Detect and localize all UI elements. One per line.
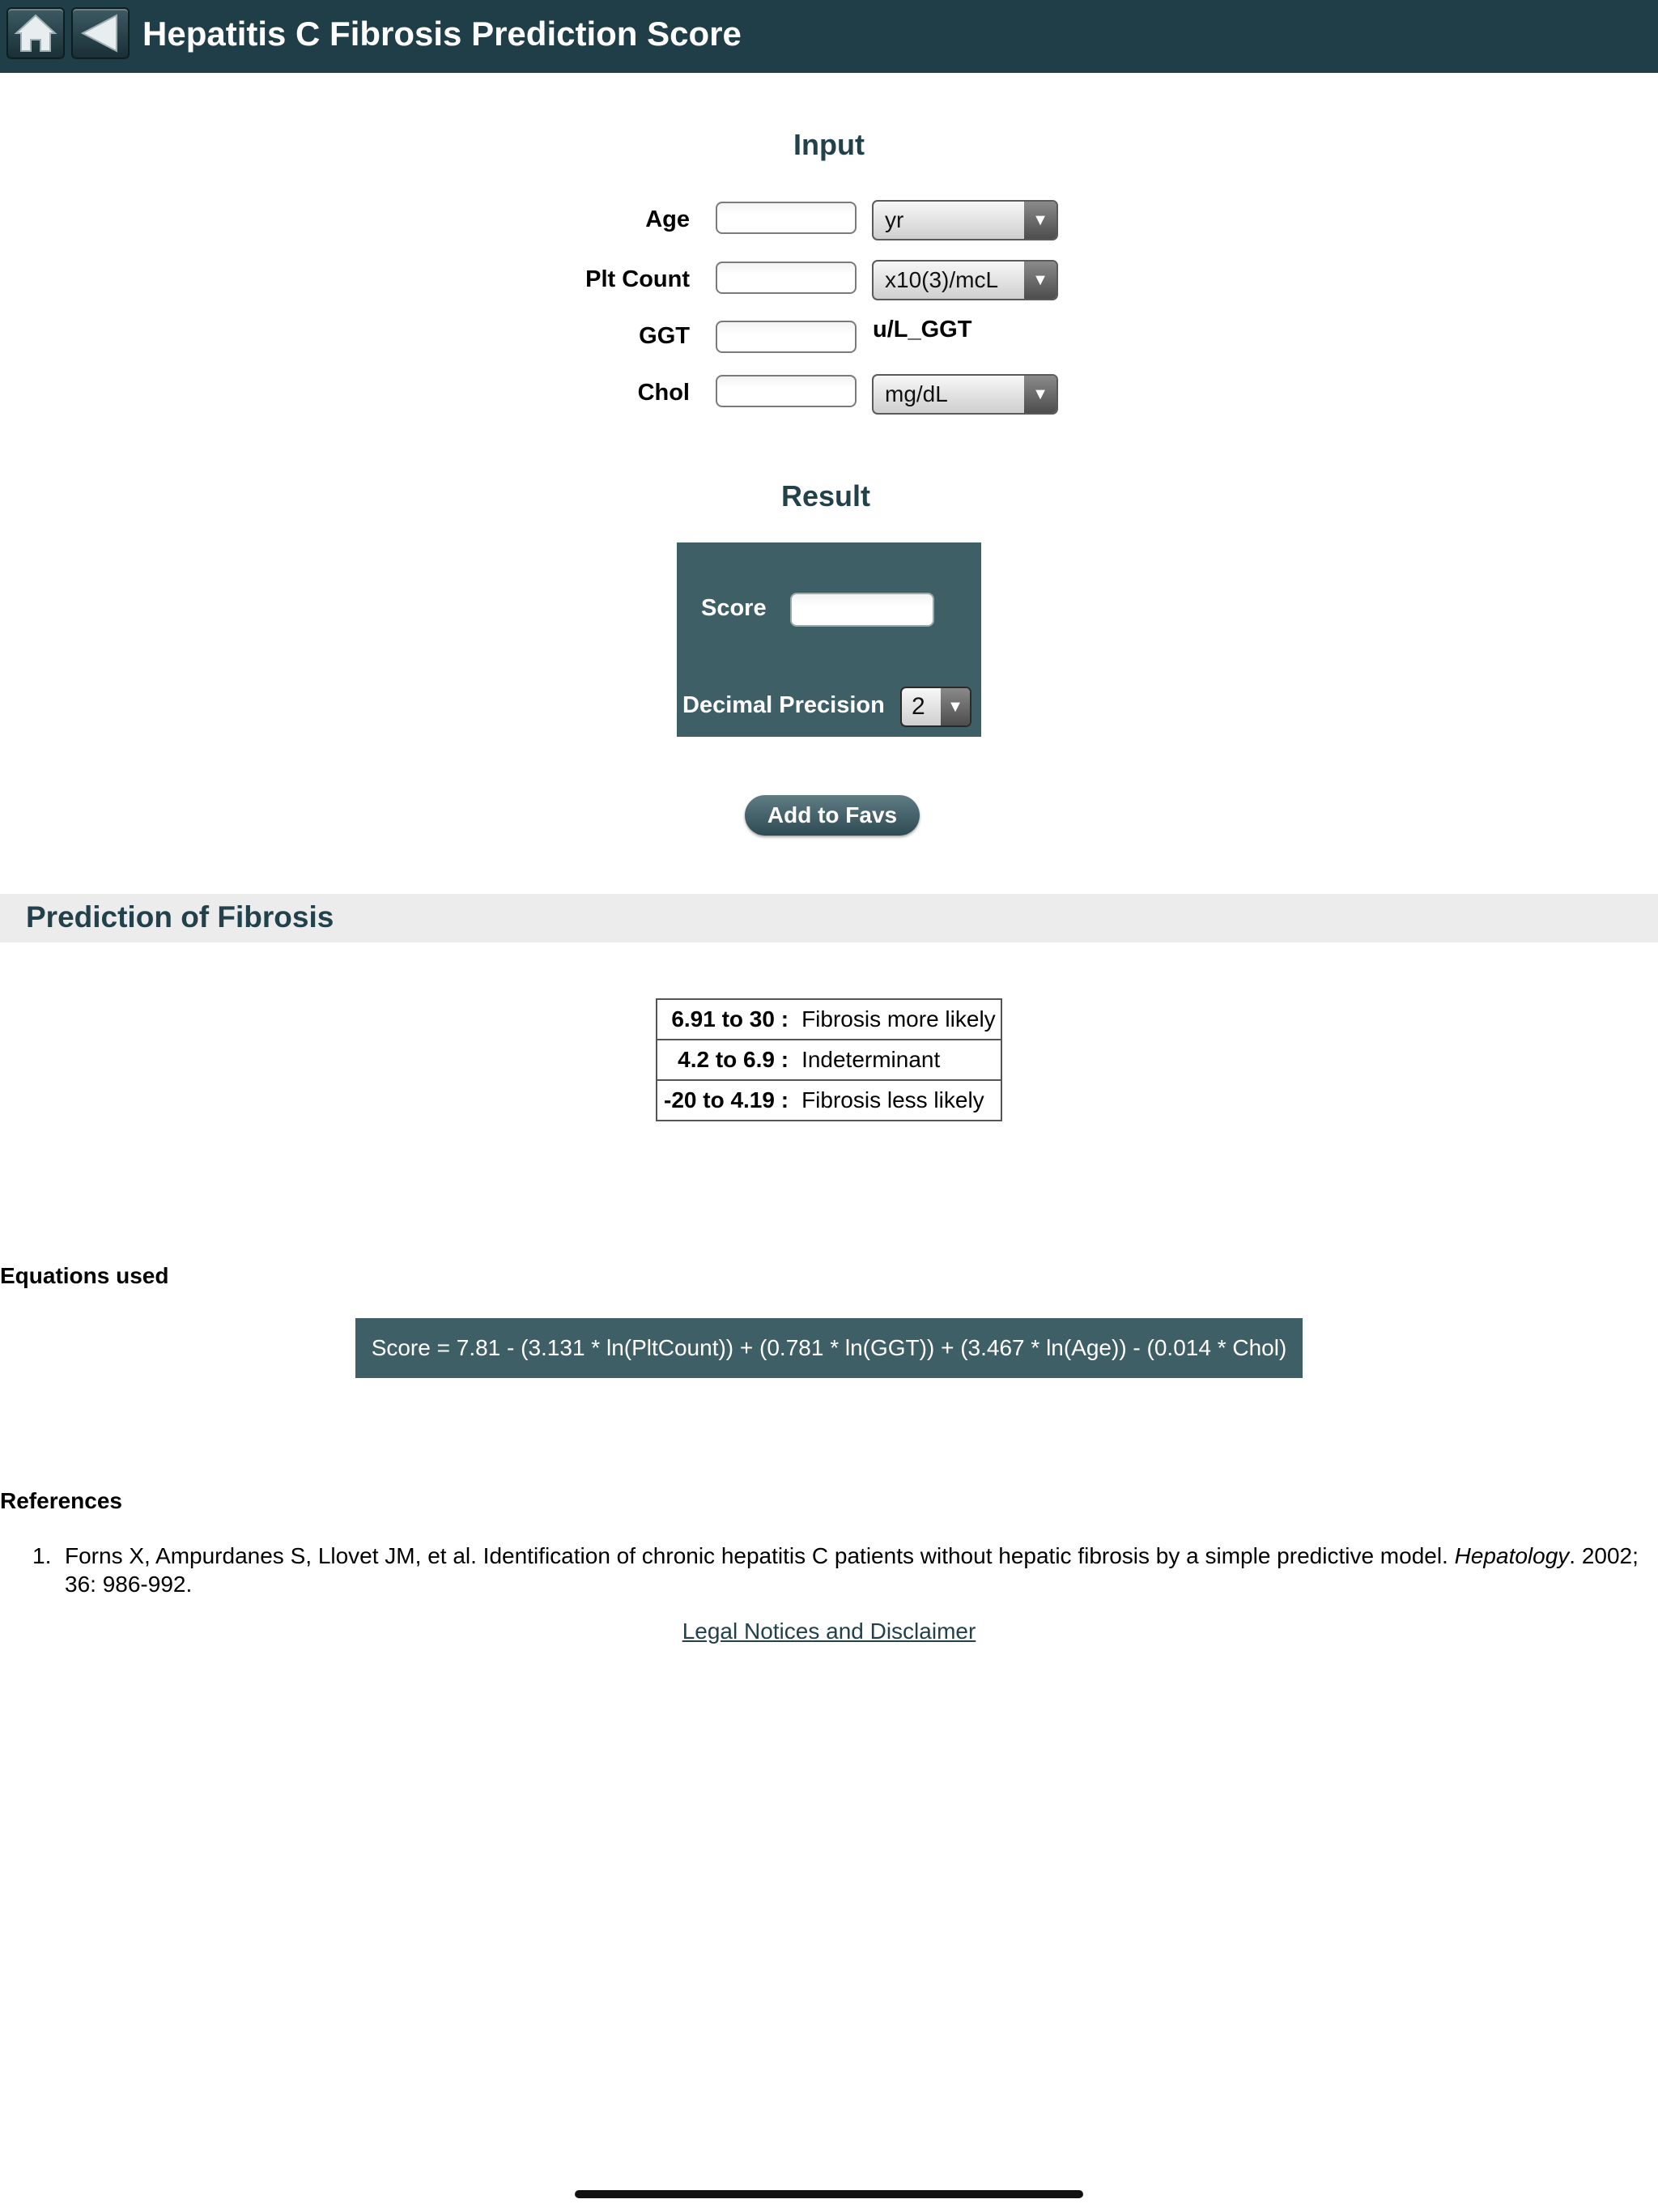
back-arrow-icon xyxy=(73,9,128,57)
ggt-label: GGT xyxy=(639,323,690,349)
plt-count-unit-value: x10(3)/mcL xyxy=(885,267,999,292)
result-panel xyxy=(677,542,981,737)
table-row xyxy=(657,999,1001,1040)
chol-input[interactable] xyxy=(716,375,857,407)
chol-label: Chol xyxy=(637,380,690,406)
decimal-precision-value: 2 xyxy=(912,693,925,720)
table-row xyxy=(657,1080,1001,1121)
chol-unit-select[interactable] xyxy=(872,374,1058,415)
age-unit-value: yr xyxy=(885,207,904,232)
desc-cell: Fibrosis less likely xyxy=(795,1080,1001,1121)
reference-journal: Hepatology xyxy=(1454,1543,1570,1568)
prediction-title: Prediction of Fibrosis xyxy=(26,900,334,934)
ggt-input[interactable] xyxy=(716,321,857,353)
app-header xyxy=(0,0,1658,73)
input-section-title: Input xyxy=(793,128,865,161)
chol-unit-value: mg/dL xyxy=(885,381,948,406)
range-cell: 6.91 to 30 : xyxy=(657,999,795,1040)
range-cell: 4.2 to 6.9 : xyxy=(657,1040,795,1080)
age-unit-select[interactable] xyxy=(872,200,1058,240)
back-button[interactable] xyxy=(71,7,130,59)
age-label: Age xyxy=(645,206,690,232)
page-title: Hepatitis C Fibrosis Prediction Score xyxy=(142,15,742,53)
prediction-table xyxy=(656,998,1002,1121)
equation-text: Score = 7.81 - (3.131 * ln(PltCount)) + (0.781 * ln(GGT)) + (3.467 * ln(Age)) - (0.014 * Chol) xyxy=(371,1335,1287,1360)
reference-citation-end: . 2002; 36: 986-992. xyxy=(65,1543,1639,1597)
ggt-unit: u/L_GGT xyxy=(873,317,972,342)
plt-count-label: Plt Count xyxy=(585,266,690,292)
reference-number: 1. xyxy=(32,1543,52,1568)
equations-title: Equations used xyxy=(0,1263,169,1288)
score-output[interactable] xyxy=(790,593,934,627)
chevron-down-icon: ▼ xyxy=(1024,376,1056,413)
plt-count-unit-select[interactable] xyxy=(872,260,1058,300)
result-section-title: Result xyxy=(780,479,871,513)
range-cell: -20 to 4.19 : xyxy=(657,1080,795,1121)
home-button[interactable] xyxy=(6,7,65,59)
decimal-precision-label: Decimal Precision xyxy=(682,692,885,718)
table-row xyxy=(657,1040,1001,1080)
reference-text xyxy=(65,1542,1652,1598)
equation-box xyxy=(355,1318,1303,1378)
legal-notices-link[interactable]: Legal Notices and Disclaimer xyxy=(682,1619,976,1644)
reference-item xyxy=(32,1542,1652,1598)
desc-cell: Indeterminant xyxy=(795,1040,1001,1080)
decimal-precision-select[interactable] xyxy=(900,687,971,727)
desc-cell: Fibrosis more likely xyxy=(795,999,1001,1040)
age-input[interactable] xyxy=(716,202,857,234)
plt-count-input[interactable] xyxy=(716,262,857,294)
chevron-down-icon: ▼ xyxy=(1024,202,1056,239)
reference-citation: Forns X, Ampurdanes S, Llovet JM, et al. Identification of chronic hepatitis C patients without hepatic fibrosis by a simple predictive model. xyxy=(65,1543,1455,1568)
chevron-down-icon: ▼ xyxy=(941,688,970,725)
score-label: Score xyxy=(701,595,767,621)
prediction-header-band xyxy=(0,894,1658,942)
home-indicator[interactable] xyxy=(575,2190,1083,2198)
add-to-favs-button[interactable]: Add to Favs xyxy=(745,795,920,836)
chevron-down-icon: ▼ xyxy=(1024,262,1056,299)
home-icon xyxy=(8,9,63,57)
references-title: References xyxy=(0,1488,122,1513)
